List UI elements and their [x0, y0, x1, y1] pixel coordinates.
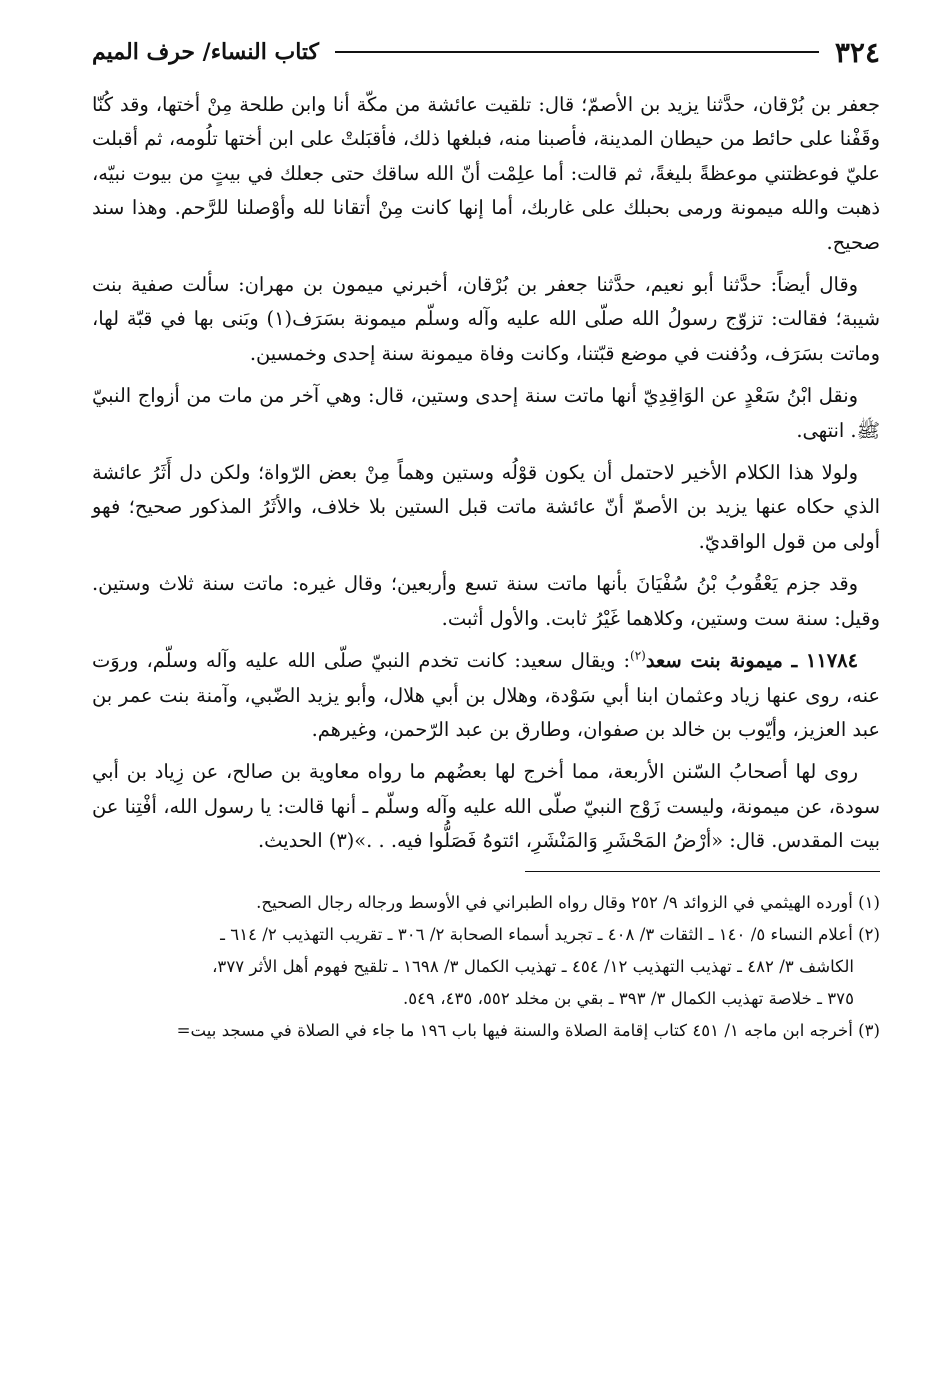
- paragraph: ولولا هذا الكلام الأخير لاحتمل أن يكون قوْلُه وستين وهماً مِنْ بعض الرّواة؛ ولكن دل أَثَرُ عائشة الذي حكاه عنها يزيد بن الأصمّ أنّ عائشة ماتت قبل الستين بلا خلاف، والأثَرُ المذكور صحيح؛ فهو أولى من قول الواقديّ.: [92, 461, 880, 553]
- footnote: (٢) أعلام النساء ٥/ ١٤٠ ـ الثقات ٣/ ٤٠٨ ـ تجريد أسماء الصحابة ٢/ ٣٠٦ ـ تقريب التهذيب ٢/ ٦١٤ ـ: [220, 924, 880, 944]
- paragraph: وقال أيضاً: حدَّثنا أبو نعيم، حدَّثنا جعفر بن بُرْقان، أخبرني ميمون بن مهران: سألت صفية بنت شيبة؛ فقالت: تزوّج رسولُ الله صلّى الله عليه وآله وسلّم ميمونة بسَرَف(١) وبَنى بها في قبّة لها، وماتت بسَرَف، ودُفنت في موضع قبّتنا، وكانت وفاة ميمونة سنة إحدى وخمسين.: [92, 273, 880, 365]
- footnote-continuation: الكاشف ٣/ ٤٨٢ ـ تهذيب التهذيب ١٢/ ٤٥٤ ـ تهذيب الكمال ٣/ ١٦٩٨ ـ تلقيح فهوم أهل الأثر ٣٧٧،: [212, 956, 854, 976]
- footnotes: [92, 888, 880, 1046]
- header-rule: [335, 51, 819, 53]
- paragraph: جعفر بن بُرْقان، حدَّثنا يزيد بن الأصمّ؛ قال: تلقيت عائشة من مكّة أنا وابن طلحة مِنْ أختها، وقد كُنّا وقَفْنا على حائط من حيطان المدينة، فأصبنا منه، فبلغها ذلك، فأقبَلتْ على ابن أختها تلُومه، ثم أقبلت عليّ فوعظتني موعظةً بليغةً، ثم قالت: أما علِمْت أنّ الله ساقك حتى جعلك في بيتٍ من بيوت نبيّه، ذهبت والله ميمونة ورمى بحبلك على غاربك، أما إنها كانت مِنْ أتقانا لله وأوْصلنا للرَّحم. وهذا سند صحيح.: [92, 93, 880, 254]
- running-title: كتاب النساء/ حرف الميم: [92, 39, 320, 65]
- main-text: [92, 88, 880, 859]
- footnote-continuation: ٣٧٥ ـ خلاصة تهذيب الكمال ٣/ ٣٩٣ ـ بقي بن مخلد ٥٥٢، ٤٣٥، ٥٤٩.: [402, 988, 854, 1008]
- footnote-ref: (٢): [630, 648, 646, 663]
- footnote-separator: [525, 871, 880, 872]
- biography-entry: [92, 644, 880, 747]
- entry-text: : ويقال سعيد: كانت تخدم النبيّ صلّى الله عليه وآله وسلّم، وروَت عنه، روى عنها زياد وعثمان ابنا أبي سَوْدة، وهلال بن أبي هلال، وأبو يزيد الضّبي، وآمنة بنت عمر بن عبد العزيز، وأيّوب بن خالد بن صفوان، وطارق بن عبد الرّحمن، وغيرهم.: [92, 649, 880, 741]
- paragraph: وقد جزم يَعْقُوبُ بْنُ سُفْيَانَ بأنها ماتت سنة تسع وأربعين؛ وقال غيره: ماتت سنة ثلاث وستين. وقيل: سنة ست وستين، وكلاهما غَيْرُ ثابت. والأول أثبت.: [92, 572, 880, 630]
- footnote: (٣) أخرجه ابن ماجه ١/ ٤٥١ كتاب إقامة الصلاة والسنة فيها باب ١٩٦ ما جاء في الصلاة في مسجد بيت=: [176, 1020, 880, 1040]
- paragraph: ونقل ابْنُ سَعْدٍ عن الوَاقِدِيّ أنها ماتت سنة إحدى وستين، قال: وهي آخر من مات من أزواج النبيّ ﷺ. انتهى.: [92, 384, 880, 442]
- entry-heading: ١١٧٨٤ ـ ميمونة بنت سعد: [645, 649, 858, 673]
- footnote: (١) أورده الهيثمي في الزوائد ٩/ ٢٥٢ وقال رواه الطبراني في الأوسط ورجاله رجال الصحيح.: [256, 892, 880, 912]
- page-header: [92, 30, 880, 74]
- page-number: ٣٢٤: [834, 35, 880, 69]
- paragraph: روى لها أصحابُ السّنن الأربعة، مما أخرج لها بعضُهم ما رواه معاوية بن صالح، عن زِياد بن أبي سودة، عن ميمونة، وليست زَوْج النبيّ صلّى الله عليه وآله وسلّم ـ أنها قالت: يا رسول الله، أفْتِنا عن بيت المقدس. قال: «أرْضُ المَحْشَرِ وَالمَنْشَرِ، ائتوهُ فَصَلُّوا فيه. . .»(٣) الحديث.: [92, 760, 880, 853]
